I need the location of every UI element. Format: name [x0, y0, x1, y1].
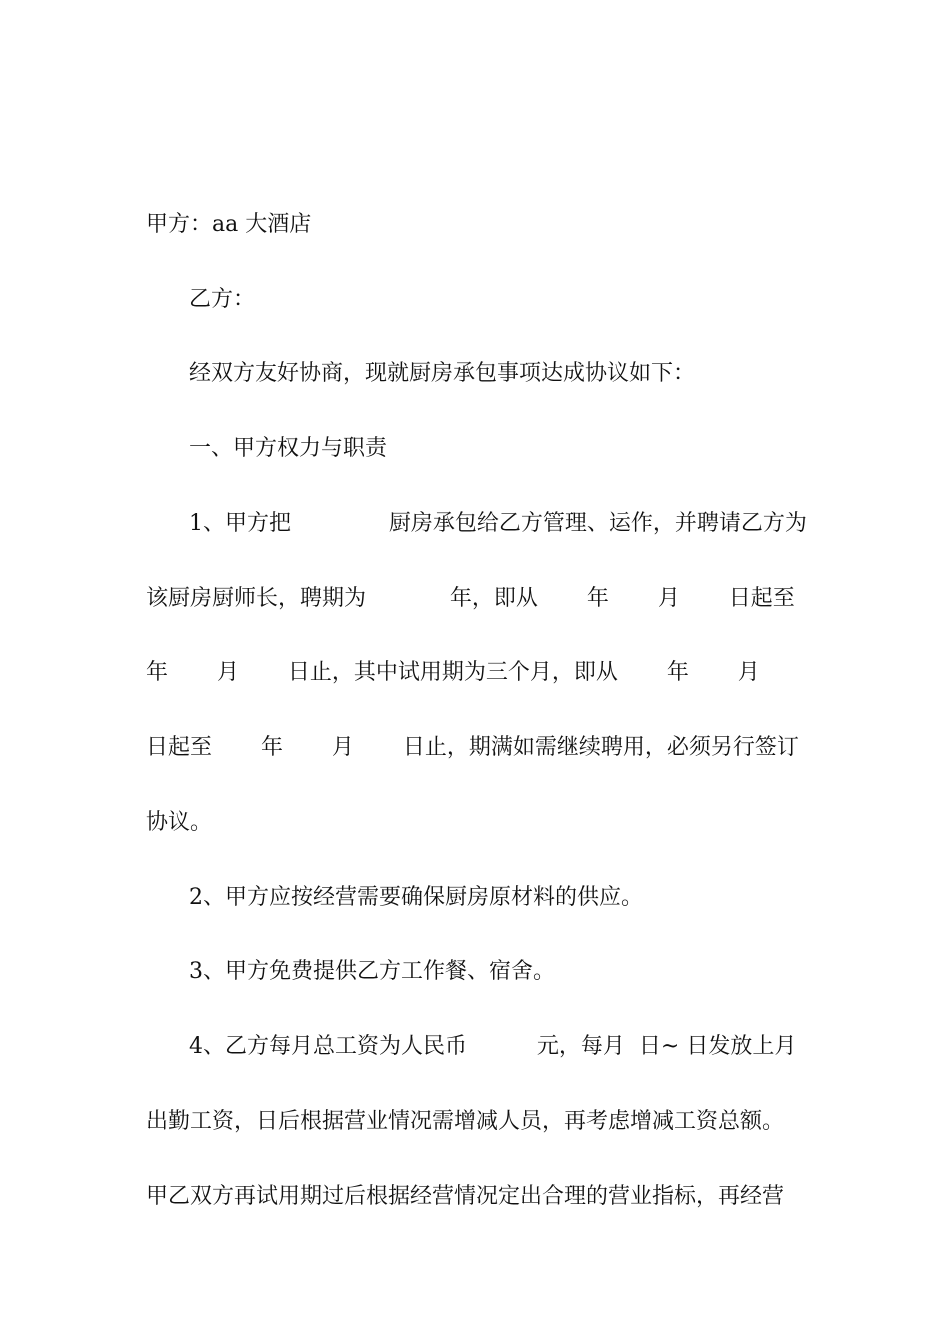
clause-4-line-1: 4、乙方每月总工资为人民币 元，每月 日~ 日发放上月	[189, 1034, 797, 1059]
clause-1-line-5: 协议。	[146, 810, 213, 835]
clause-1-line-1: 1、甲方把 厨房承包给乙方管理、运作，并聘请乙方为	[189, 511, 807, 536]
clause-4-line-2: 出勤工资，日后根据营业情况需增减人员，再考虑增减工资总额。	[146, 1109, 785, 1134]
party-b: 乙方：	[189, 287, 256, 312]
section-1-title: 一、甲方权力与职责	[189, 436, 388, 461]
clause-4-line-3: 甲乙双方再试用期过后根据经营情况定出合理的营业指标，再经营	[146, 1184, 785, 1209]
intro-paragraph: 经双方友好协商，现就厨房承包事项达成协议如下：	[189, 361, 696, 386]
clause-2: 2、甲方应按经营需要确保厨房原材料的供应。	[189, 885, 643, 910]
clause-1-line-4: 日起至 年 月 日止，期满如需继续聘用，必须另行签订	[146, 735, 799, 760]
clause-1-line-2: 该厨房厨师长，聘期为 年，即从 年 月 日起至	[146, 586, 795, 611]
clause-1-line-3: 年 月 日止，其中试用期为三个月，即从 年 月	[146, 660, 760, 685]
clause-3: 3、甲方免费提供乙方工作餐、宿舍。	[189, 959, 555, 984]
party-a: 甲方：aa 大酒店	[146, 212, 312, 237]
